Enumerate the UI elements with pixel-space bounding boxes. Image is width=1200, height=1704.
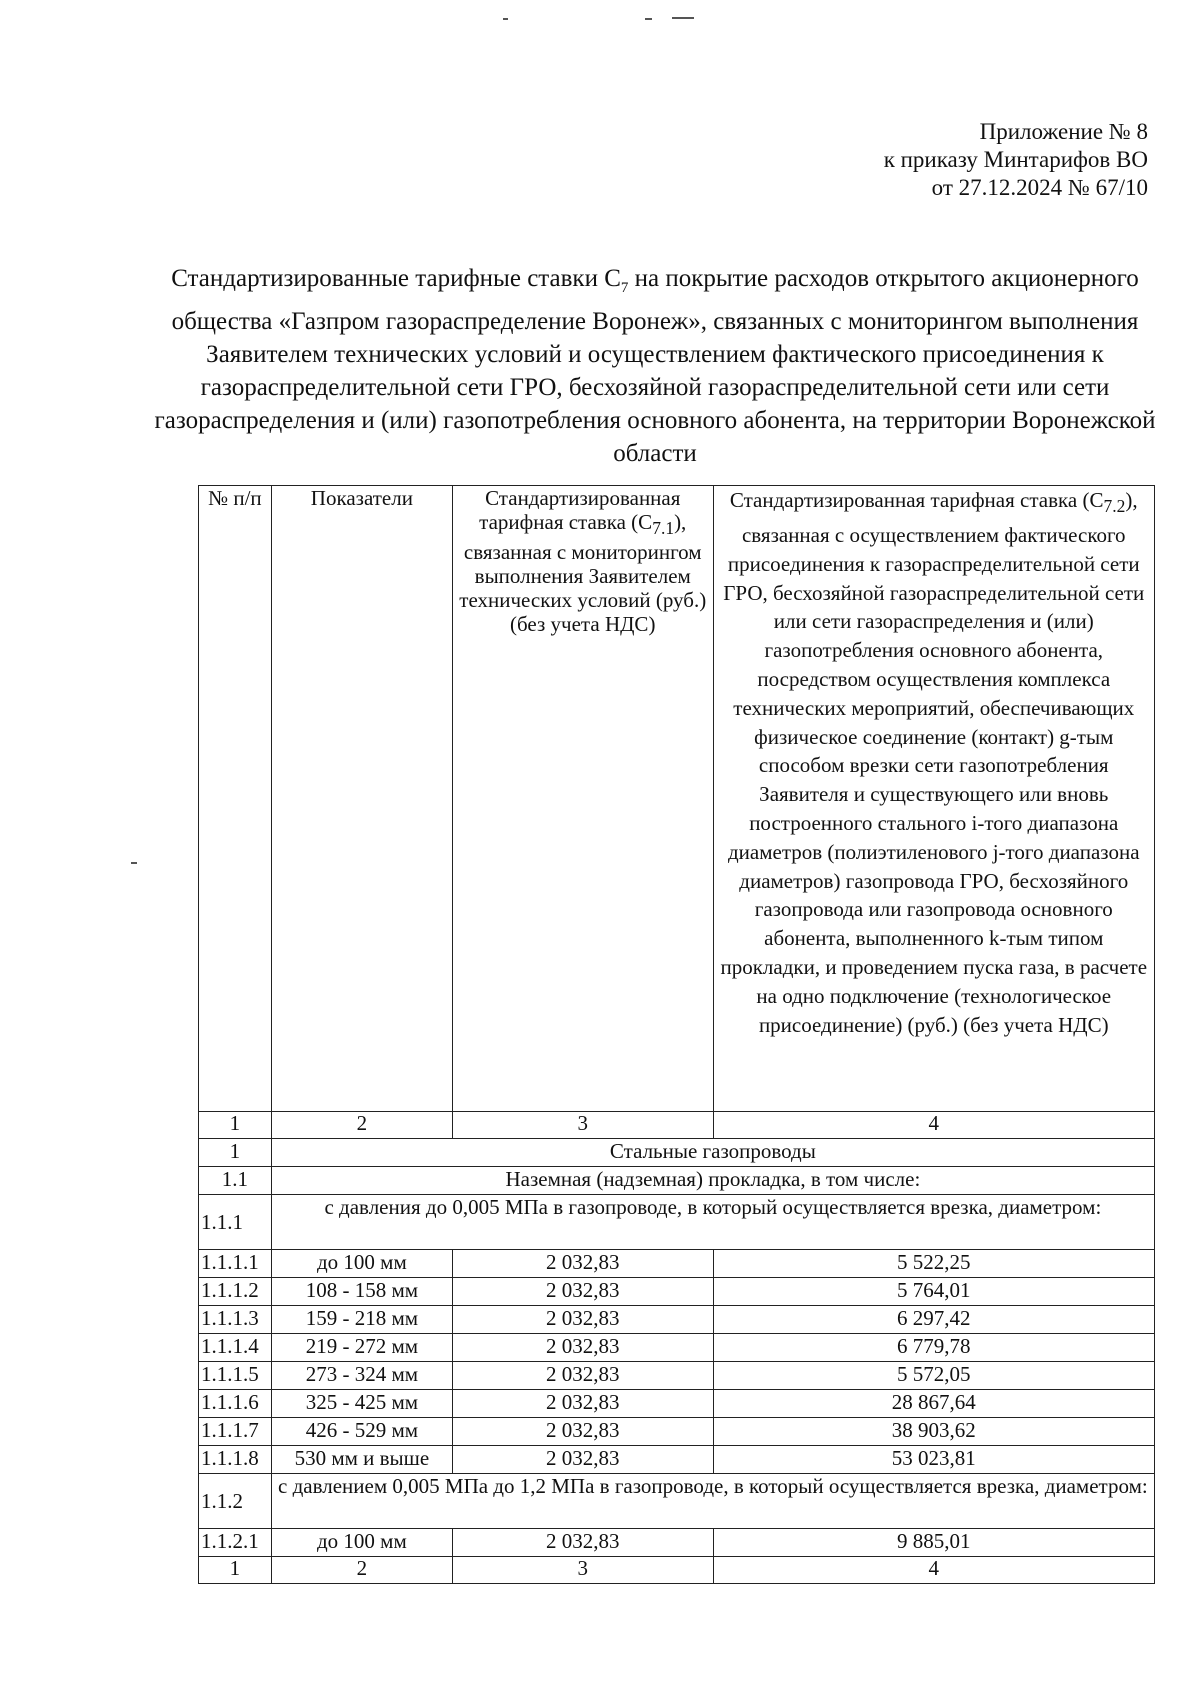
table-row bbox=[199, 1362, 1155, 1390]
header-indicators: Показатели bbox=[271, 486, 452, 1112]
row-c71: 2 032,83 bbox=[452, 1418, 713, 1446]
index-row bbox=[199, 1112, 1155, 1139]
section-label: Стальные газопроводы bbox=[271, 1139, 1154, 1167]
row-number: 1.1.1.5 bbox=[199, 1362, 272, 1390]
footer-index-row bbox=[199, 1557, 1155, 1584]
row-number: 1.1.1.1 bbox=[199, 1250, 272, 1278]
header-row bbox=[199, 486, 1155, 1112]
row-c72: 6 297,42 bbox=[713, 1306, 1154, 1334]
header-c72 bbox=[713, 486, 1154, 1112]
row-c71: 2 032,83 bbox=[452, 1278, 713, 1306]
row-number: 1.1.1.7 bbox=[199, 1418, 272, 1446]
annex-date: от 27.12.2024 № 67/10 bbox=[931, 175, 1148, 200]
row-c71: 2 032,83 bbox=[452, 1362, 713, 1390]
row-range: до 100 мм bbox=[271, 1250, 452, 1278]
scan-speck bbox=[503, 18, 508, 20]
row-range: 426 - 529 мм bbox=[271, 1418, 452, 1446]
index-cell: 3 bbox=[452, 1112, 713, 1139]
index-cell: 4 bbox=[713, 1557, 1154, 1584]
row-c72: 5 522,25 bbox=[713, 1250, 1154, 1278]
row-c72: 9 885,01 bbox=[713, 1529, 1154, 1557]
index-cell: 1 bbox=[199, 1557, 272, 1584]
section-label: Наземная (надземная) прокладка, в том числе: bbox=[271, 1167, 1154, 1195]
document-title bbox=[150, 262, 1160, 470]
table-row bbox=[199, 1446, 1155, 1474]
section-row bbox=[199, 1195, 1155, 1250]
title-part-1: Стандартизированные тарифные ставки С bbox=[171, 265, 621, 292]
header-c72-text-b: ), связанная с осуществлением фактического присоединения к газораспределительной сети ГРО, бесхозяйной газораспределительной сети или сети газораспределения и (или) газопотребления основного абонента, посредством осуществления комплекса технических мероприятий, обеспечивающих физическое соединение (контакт) g-тым способом врезки сети газопотребления Заявителя и существующего или вновь построенного стального i-того диапазона диаметров (полиэтиленового j-того диапазона диаметров) газопровода ГРО, бесхозяйного газопровода или газопровода основного абонента, выполненного k-тым типом прокладки, и проведением пуска газа, в расчете на одно подключение (технологическое присоединение) (руб.) (без учета НДС) bbox=[720, 488, 1148, 1037]
annex-order: к приказу Минтарифов ВО bbox=[883, 147, 1148, 172]
section-label: с давлением 0,005 МПа до 1,2 МПа в газопроводе, в который осуществляется врезка, диаметром: bbox=[271, 1474, 1154, 1529]
row-number: 1.1.1.4 bbox=[199, 1334, 272, 1362]
row-number: 1.1.1.3 bbox=[199, 1306, 272, 1334]
index-cell: 2 bbox=[271, 1557, 452, 1584]
row-c72: 5 764,01 bbox=[713, 1278, 1154, 1306]
section-row bbox=[199, 1167, 1155, 1195]
row-range: 108 - 158 мм bbox=[271, 1278, 452, 1306]
title-subscript: 7 bbox=[620, 280, 629, 296]
header-c72-subscript: 7.2 bbox=[1103, 496, 1126, 517]
index-cell: 1 bbox=[199, 1112, 272, 1139]
row-c71: 2 032,83 bbox=[452, 1529, 713, 1557]
row-range: 325 - 425 мм bbox=[271, 1390, 452, 1418]
index-cell: 4 bbox=[713, 1112, 1154, 1139]
table-row bbox=[199, 1278, 1155, 1306]
row-c72: 38 903,62 bbox=[713, 1418, 1154, 1446]
section-number: 1 bbox=[199, 1139, 272, 1167]
header-number: № п/п bbox=[199, 486, 272, 1112]
header-c72-text-a: Стандартизированная тарифная ставка (С bbox=[729, 488, 1104, 512]
header-c71 bbox=[452, 486, 713, 1112]
scan-speck bbox=[672, 17, 694, 19]
row-range: 273 - 324 мм bbox=[271, 1362, 452, 1390]
row-range: 219 - 272 мм bbox=[271, 1334, 452, 1362]
row-c71: 2 032,83 bbox=[452, 1306, 713, 1334]
index-cell: 2 bbox=[271, 1112, 452, 1139]
row-c71: 2 032,83 bbox=[452, 1250, 713, 1278]
row-c72: 5 572,05 bbox=[713, 1362, 1154, 1390]
row-number: 1.1.1.2 bbox=[199, 1278, 272, 1306]
section-number: 1.1.2 bbox=[199, 1474, 272, 1529]
table-row bbox=[199, 1250, 1155, 1278]
header-c71-text-a: Стандартизированная тарифная ставка (С bbox=[479, 486, 681, 534]
section-row bbox=[199, 1474, 1155, 1529]
table-row bbox=[199, 1390, 1155, 1418]
section-number: 1.1 bbox=[199, 1167, 272, 1195]
row-number: 1.1.1.6 bbox=[199, 1390, 272, 1418]
header-c71-subscript: 7.1 bbox=[652, 518, 675, 539]
row-c71: 2 032,83 bbox=[452, 1390, 713, 1418]
section-row bbox=[199, 1139, 1155, 1167]
table-row bbox=[199, 1418, 1155, 1446]
row-c72: 28 867,64 bbox=[713, 1390, 1154, 1418]
row-c72: 53 023,81 bbox=[713, 1446, 1154, 1474]
title-part-2: на покрытие расходов открытого акционерного общества «Газпром газораспределение Воронеж», связанных с мониторингом выполнения Заявителем технических условий и осуществлением фактического присоединения к газораспределительной сети ГРО, бесхозяйной газораспределительной сети или сети газораспределения и (или) газопотребления основного абонента, на территории Воронежской области bbox=[154, 265, 1156, 467]
section-label: с давления до 0,005 МПа в газопроводе, в который осуществляется врезка, диаметром: bbox=[271, 1195, 1154, 1250]
row-range: до 100 мм bbox=[271, 1529, 452, 1557]
table-row bbox=[199, 1306, 1155, 1334]
annex-block bbox=[884, 118, 1148, 202]
row-c71: 2 032,83 bbox=[452, 1446, 713, 1474]
row-number: 1.1.2.1 bbox=[199, 1529, 272, 1557]
table-row bbox=[199, 1334, 1155, 1362]
table-row bbox=[199, 1529, 1155, 1557]
section-number: 1.1.1 bbox=[199, 1195, 272, 1250]
tariff-table bbox=[198, 485, 1155, 1584]
row-c72: 6 779,78 bbox=[713, 1334, 1154, 1362]
row-range: 530 мм и выше bbox=[271, 1446, 452, 1474]
header-c71-text-b: ), связанная с мониторингом выполнения Заявителем технических условий (руб.) (без учета НДС) bbox=[459, 510, 707, 637]
row-range: 159 - 218 мм bbox=[271, 1306, 452, 1334]
annex-number: Приложение № 8 bbox=[979, 119, 1148, 144]
row-c71: 2 032,83 bbox=[452, 1334, 713, 1362]
index-cell: 3 bbox=[452, 1557, 713, 1584]
row-number: 1.1.1.8 bbox=[199, 1446, 272, 1474]
scan-speck bbox=[131, 862, 137, 864]
scan-speck bbox=[645, 18, 652, 20]
